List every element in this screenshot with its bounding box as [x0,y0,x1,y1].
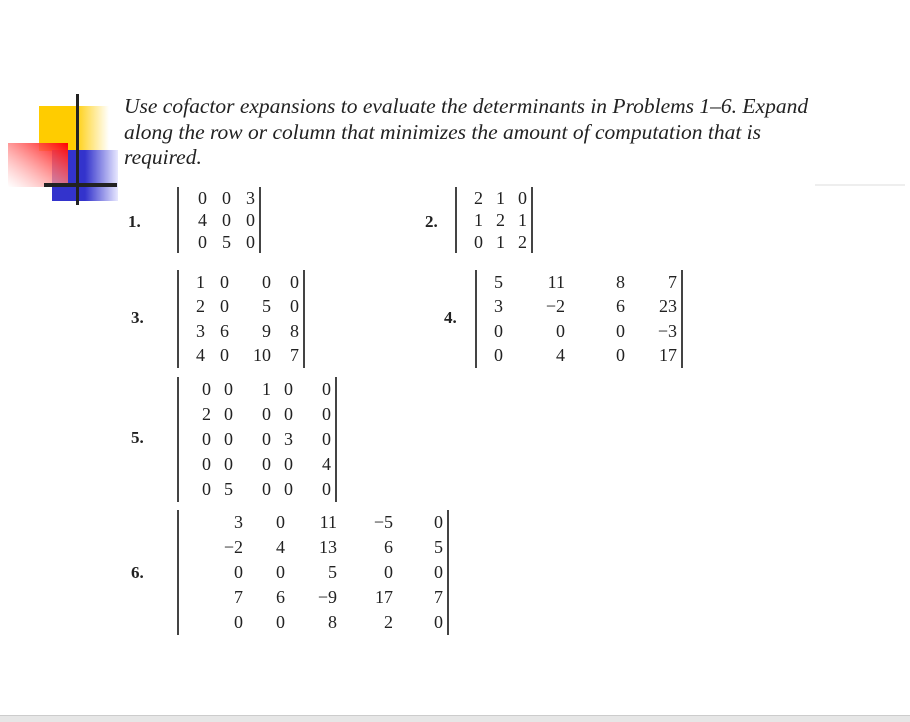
matrix-entry: 0 [234,562,243,582]
matrix-entry: 4 [556,345,565,366]
matrix-entry: 0 [198,231,207,252]
matrix-entry: 0 [262,479,271,499]
matrix-entry: 5 [494,271,503,292]
matrix-entry: 2 [518,231,527,252]
divider [815,184,905,186]
matrix-entry: 0 [276,512,285,532]
matrix-entry: 5 [434,537,443,557]
matrix-entry: 0 [220,296,229,317]
matrix-entry: 17 [659,345,677,366]
matrix-entry: 8 [290,320,299,341]
matrix-entry: 0 [474,231,483,252]
matrix-row [183,610,443,635]
matrix-entry: 0 [616,345,625,366]
matrix-entry: 7 [290,345,299,366]
matrix-entry: 0 [384,562,393,582]
matrix-entry: 0 [556,320,565,341]
matrix-entry: 1 [496,231,505,252]
matrix-entry: 7 [668,271,677,292]
matrix-entry: 0 [234,612,243,632]
matrix-entry: 2 [202,404,211,424]
matrix-entry: 0 [198,187,207,208]
matrix-row [183,535,443,560]
matrix-entry: 0 [284,404,293,424]
matrix-entry: 0 [224,454,233,474]
matrix-row [461,187,527,209]
matrix-row [183,477,331,502]
matrix-entry: 5 [224,479,233,499]
matrix-entry: 0 [284,479,293,499]
matrix-row [183,209,255,231]
matrix-entry: 0 [322,429,331,449]
matrix-entry: 2 [474,187,483,208]
problem-number: 3. [131,308,144,327]
matrix-entry: 0 [322,479,331,499]
matrix-entry: 3 [234,512,243,532]
matrix-entry: 2 [384,612,393,632]
matrix-entry: 8 [616,271,625,292]
matrix-entry: 1 [262,379,271,399]
matrix-entry: 13 [319,537,337,557]
matrix-entry: 0 [262,271,271,292]
matrix-entry: 3 [196,320,205,341]
matrix-entry: 7 [434,587,443,607]
matrix-entry: 0 [222,187,231,208]
matrix-row [183,187,255,209]
matrix-entry: 0 [290,296,299,317]
matrix-entry: 0 [202,429,211,449]
matrix-row [183,585,443,610]
matrix-row [183,319,299,344]
matrix-entry: 6 [276,587,285,607]
matrix-entry: 3 [246,187,255,208]
matrix-row [183,231,255,253]
matrix-entry: 0 [518,187,527,208]
slide-logo-decoration [0,0,120,210]
matrix-entry: 4 [322,454,331,474]
matrix-row [183,344,299,369]
matrix-entry: 0 [224,379,233,399]
matrix-entry: 17 [375,587,393,607]
matrix-entry: 11 [547,271,565,292]
matrix-entry: 2 [496,209,505,230]
determinant-matrix-2 [455,187,533,253]
matrix-row [183,377,331,402]
matrix-entry: −3 [657,320,677,341]
matrix-entry: 0 [224,404,233,424]
matrix-entry: 0 [224,429,233,449]
matrix-entry: 3 [494,296,503,317]
matrix-entry: 0 [222,209,231,230]
matrix-entry: 2 [196,296,205,317]
matrix-entry: 0 [262,454,271,474]
matrix-entry: −5 [373,512,393,532]
matrix-entry: 0 [434,612,443,632]
problem-number: 2. [425,212,438,231]
matrix-entry: 0 [262,404,271,424]
instructions-text: Use cofactor expansions to evaluate the determinants in Problems 1–6. Expand along the row or column that minimizes the amount of computation that is required. [124,94,809,169]
determinant-matrix-4 [475,270,683,368]
matrix-entry: 0 [202,454,211,474]
matrix-row [183,270,299,295]
matrix-entry: −2 [223,537,243,557]
matrix-entry: 7 [234,587,243,607]
matrix-entry: 5 [262,296,271,317]
matrix-entry: 6 [384,537,393,557]
matrix-entry: 0 [202,379,211,399]
matrix-entry: 0 [246,209,255,230]
matrix-entry: 0 [276,612,285,632]
matrix-entry: 0 [322,404,331,424]
problem-number: 5. [131,428,144,447]
matrix-entry: 10 [253,345,271,366]
determinant-matrix-3 [177,270,305,368]
matrix-entry: 6 [220,320,229,341]
matrix-entry: 0 [220,271,229,292]
matrix-entry: 0 [284,454,293,474]
matrix-entry: 23 [659,296,677,317]
problem-number: 4. [444,308,457,327]
matrix-entry: 1 [518,209,527,230]
matrix-row [481,319,677,344]
matrix-entry: −2 [545,296,565,317]
matrix-row [183,510,443,535]
matrix-entry: 0 [290,271,299,292]
matrix-row [461,209,527,231]
determinant-matrix-1 [177,187,261,253]
matrix-entry: 4 [196,345,205,366]
matrix-row [183,402,331,427]
matrix-entry: 0 [616,320,625,341]
matrix-row [183,560,443,585]
matrix-entry: 9 [262,320,271,341]
matrix-entry: −9 [317,587,337,607]
matrix-entry: 5 [222,231,231,252]
matrix-entry: 0 [322,379,331,399]
matrix-entry: 0 [220,345,229,366]
matrix-entry: 4 [198,209,207,230]
matrix-row [481,270,677,295]
matrix-entry: 11 [319,512,337,532]
matrix-entry: 1 [474,209,483,230]
determinant-matrix-5 [177,377,337,502]
matrix-entry: 0 [434,562,443,582]
problem-number: 1. [128,212,141,231]
matrix-entry: 6 [616,296,625,317]
matrix-row [461,231,527,253]
matrix-entry: 0 [494,320,503,341]
matrix-entry: 0 [246,231,255,252]
problem-number: 6. [131,563,144,582]
matrix-row [183,295,299,320]
matrix-entry: 0 [262,429,271,449]
matrix-row [481,344,677,369]
matrix-row [183,452,331,477]
matrix-row [183,427,331,452]
matrix-entry: 0 [494,345,503,366]
matrix-entry: 1 [496,187,505,208]
matrix-entry: 8 [328,612,337,632]
matrix-entry: 0 [284,379,293,399]
matrix-entry: 3 [284,429,293,449]
matrix-entry: 0 [202,479,211,499]
matrix-entry: 0 [276,562,285,582]
matrix-entry: 5 [328,562,337,582]
matrix-entry: 4 [276,537,285,557]
matrix-entry: 0 [434,512,443,532]
matrix-entry: 1 [196,271,205,292]
determinant-matrix-6 [177,510,449,635]
matrix-row [481,295,677,320]
